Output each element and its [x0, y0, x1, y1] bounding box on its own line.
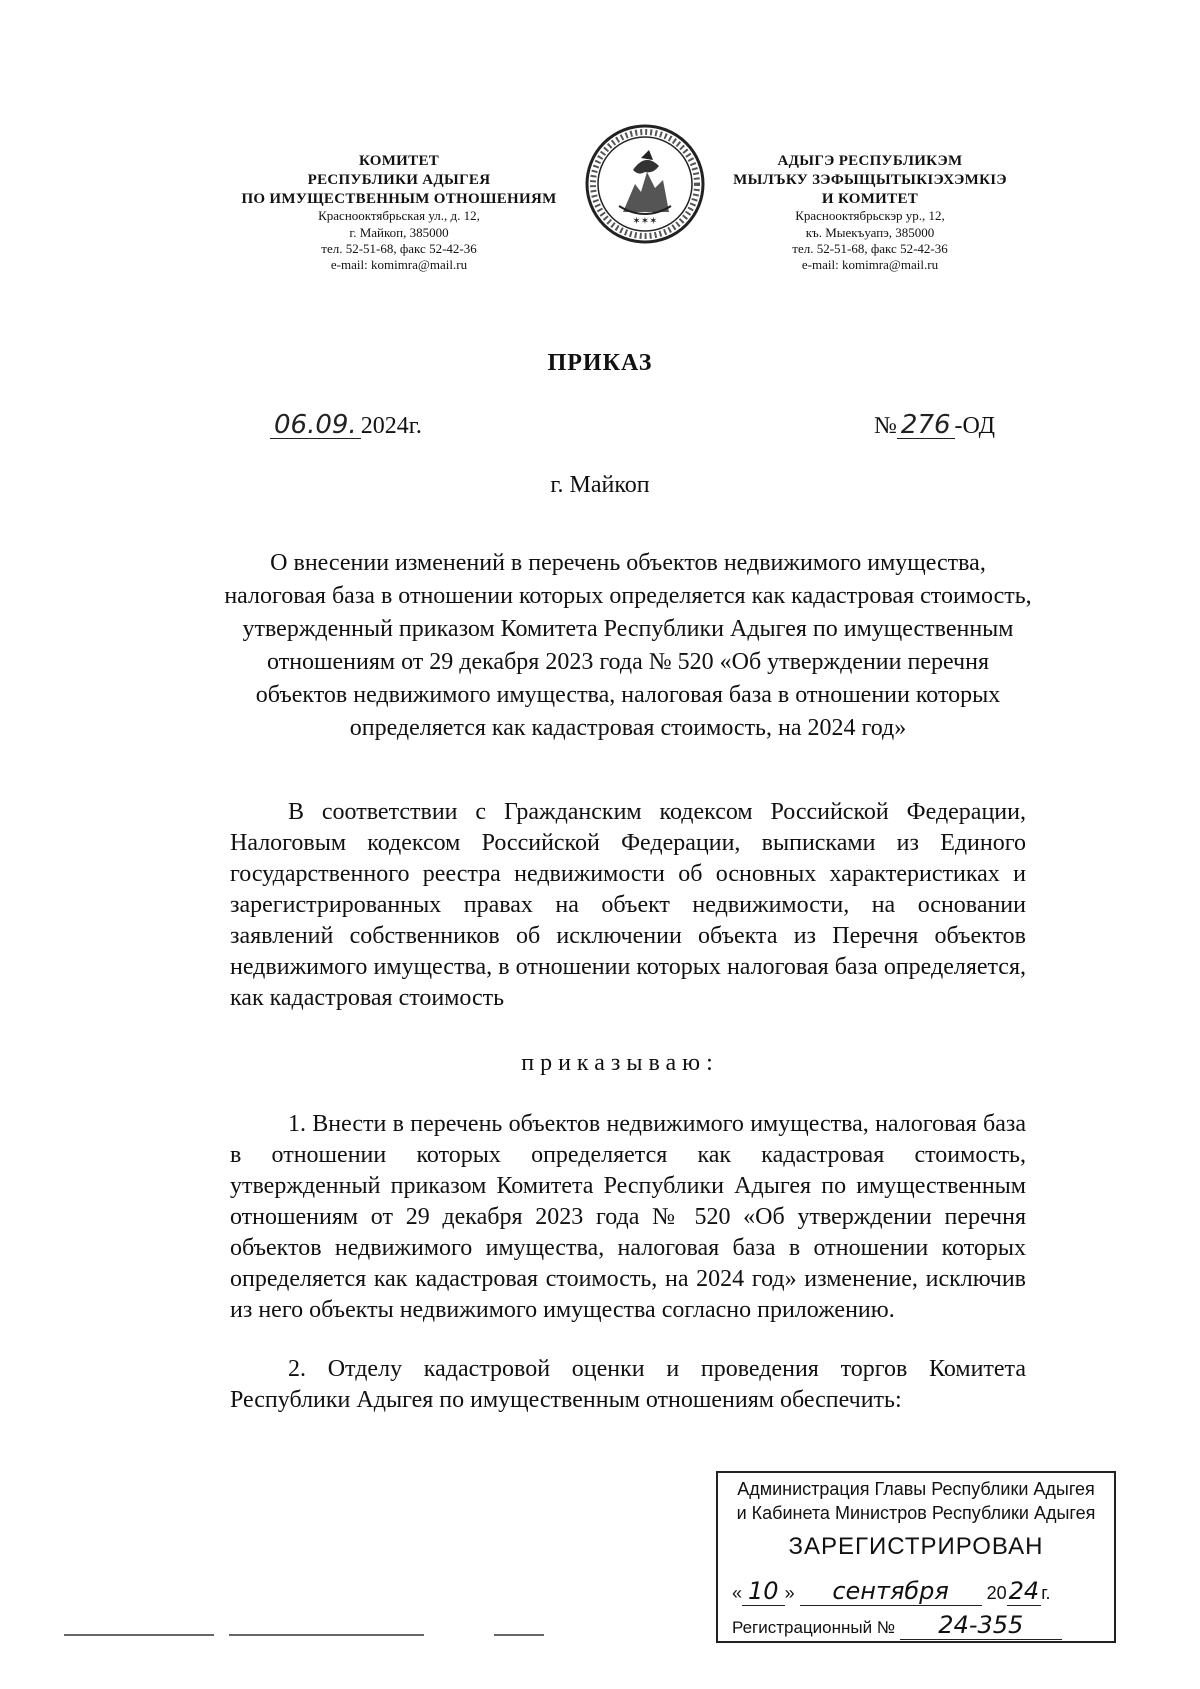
- phone-line: тел. 52-51-68, факс 52-42-36: [321, 240, 477, 256]
- header-right: [720, 152, 1020, 273]
- document-subject: О внесении изменений в перечень объектов недвижимого имущества, налоговая база в отношении которых определяется как кадастровая стоимость, утвержденный приказом Комитета Республики Адыгея по имущественным отношениям от 29 декабря 2023 года № 520 «Об утверждении перечня объектов недвижимого имущества, налоговая база в отношении которых определяется как кадастровая стоимость, на 2024 год»: [224, 550, 1032, 741]
- org-name-line: ПО ИМУЩЕСТВЕННЫМ ОТНОШЕНИЯМ: [241, 190, 557, 207]
- phone-line: тел. 52-51-68, факс 52-42-36: [792, 240, 948, 256]
- org-name-line: КОМИТЕТ: [358, 153, 440, 169]
- stamp-reg-number: 24-355: [900, 1611, 1062, 1640]
- address-line: г. Майкоп, 385000: [349, 224, 449, 240]
- handwritten-date: 06.09.: [270, 412, 361, 439]
- org-name-line: АДЫГЭ РЕСПУБЛИКЭМ: [777, 153, 963, 169]
- header-left: [224, 152, 574, 273]
- document-date: [270, 412, 422, 440]
- org-name-line: РЕСПУБЛИКИ АДЫГЕЯ: [307, 171, 491, 188]
- stamp-org-line: и Кабинета Министров Республики Адыгея: [736, 1503, 1096, 1523]
- stamp-org-line: Администрация Главы Республики Адыгея: [737, 1479, 1095, 1499]
- stamp-quote-close: »: [784, 1583, 795, 1603]
- stamp-reg-line: [732, 1611, 1062, 1640]
- email-line: e-mail: komimra@mail.ru: [330, 257, 468, 272]
- stamp-status: ЗАРЕГИСТРИРОВАН: [788, 1533, 1044, 1560]
- date-year: 2024г.: [360, 413, 422, 439]
- address-line: Краснооктябрьская ул., д. 12,: [318, 208, 480, 224]
- org-name-line: И КОМИТЕТ: [821, 190, 919, 207]
- number-suffix: -ОД: [954, 413, 996, 439]
- svg-text:✶✶✶: ✶✶✶: [632, 216, 658, 227]
- stamp-day: 10: [742, 1577, 785, 1606]
- document-number: [874, 412, 995, 440]
- registration-stamp: [716, 1471, 1116, 1643]
- order-word: приказываю:: [521, 1050, 719, 1076]
- document-title: ПРИКАЗ: [547, 350, 653, 376]
- order-item-2: 2. Отделу кадастровой оценки и проведения торгов Комитета Республики Адыгея по имущественным отношениям обеспечить:: [230, 1356, 1026, 1413]
- org-name-line: МЫЛЪКУ ЗЭФЫЩЫТЫКIЭХЭМКIЭ: [733, 171, 1007, 188]
- stamp-year-suffix: 24: [1008, 1577, 1040, 1605]
- document-city: г. Майкоп: [550, 472, 650, 498]
- stamp-org: [718, 1477, 1114, 1525]
- stamp-year-end: г.: [1041, 1583, 1051, 1603]
- stamp-month: сентября: [800, 1577, 982, 1606]
- stamp-year-prefix: 20: [986, 1583, 1007, 1603]
- email-line: e-mail: komimra@mail.ru: [801, 257, 939, 272]
- stamp-date: [732, 1577, 1051, 1606]
- adygea-coat-of-arms-icon: [583, 122, 707, 246]
- number-prefix: №: [874, 413, 897, 439]
- handwritten-number: 276: [897, 412, 955, 439]
- order-item-1: 1. Внести в перечень объектов недвижимого имущества, налоговая база в отношении которых определяется как кадастровая стоимость, утвержденный приказом Комитета Республики Адыгея по имущественным отношениям от 29 декабря 2023 года № 520 «Об утверждении перечня объектов недвижимого имущества, налоговая база в отношении которых определяется как кадастровая стоимость, на 2024 год» изменение, исключив из него объекты недвижимого имущества согласно приложению.: [230, 1111, 1026, 1323]
- address-line: Краснооктябрьскэр ур., 12,: [795, 208, 945, 224]
- address-line: къ. Мыекъуапэ, 385000: [805, 224, 935, 240]
- stamp-quote-open: «: [732, 1583, 743, 1603]
- stamp-reg-label: Регистрационный №: [732, 1618, 896, 1637]
- preamble-paragraph: В соответствии с Гражданским кодексом Российской Федерации, Налоговым кодексом Российской Федерации, выписками из Единого государственного реестра недвижимости об основных характеристиках и зарегистрированных правах на объект недвижимости, на основании заявлений собственников об исключении объекта из Перечня объектов недвижимого имущества, в отношении которых налоговая база определяется, как кадастровая стоимость: [230, 799, 1026, 1011]
- signature-lines: [64, 1631, 624, 1639]
